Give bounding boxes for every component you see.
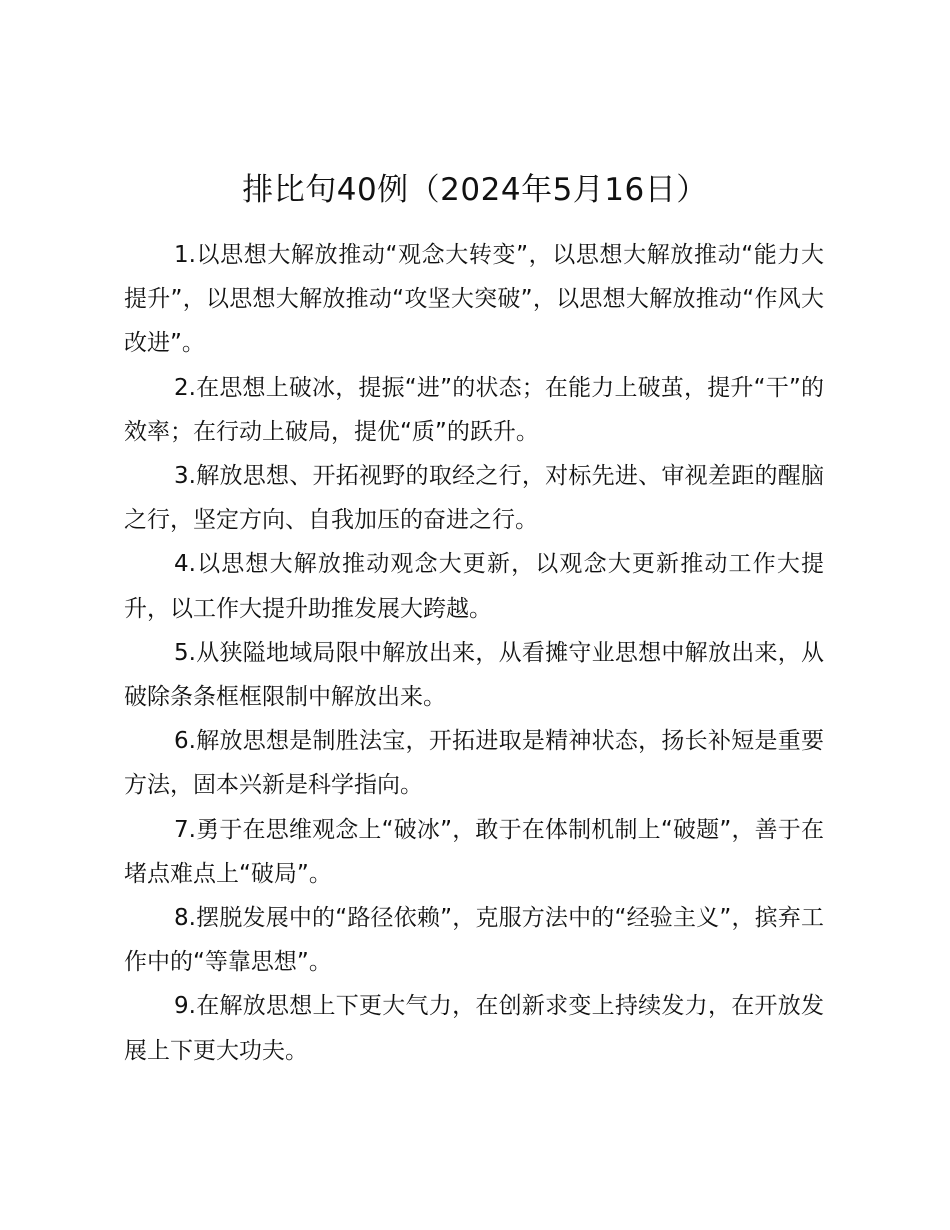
paragraph-1: 1.以思想大解放推动“观念大转变”，以思想大解放推动“能力大提升”，以思想大解放推动“攻坚大突破”，以思想大解放推动“作风大改进”。 [124, 242, 824, 357]
paragraph-5: 5.从狭隘地域局限中解放出来，从看摊守业思想中解放出来，从破除条条框框限制中解放出来。 [124, 639, 824, 711]
document-body [124, 233, 824, 1073]
document-title: 排比句40例（2024年5月16日） [242, 172, 708, 208]
paragraph-6: 6.解放思想是制胜法宝，开拓进取是精神状态，扬长补短是重要方法，固本兴新是科学指向。 [124, 728, 824, 799]
paragraph-8: 8.摆脱发展中的“路径依赖”，克服方法中的“经验主义”，摈弃工作中的“等靠思想”。 [124, 905, 824, 976]
paragraph-4: 4.以思想大解放推动观念大更新，以观念大更新推动工作大提升，以工作大提升助推发展大跨越。 [124, 551, 824, 622]
paragraph-2: 2.在思想上破冰，提振“进”的状态；在能力上破茧，提升“干”的效率；在行动上破局，提优“质”的跃升。 [124, 374, 824, 445]
paragraph-7: 7.勇于在思维观念上“破冰”，敢于在体制机制上“破题”，善于在堵点难点上“破局”。 [124, 816, 824, 887]
paragraph-3: 3.解放思想、开拓视野的取经之行，对标先进、审视差距的醒脑之行，坚定方向、自我加压的奋进之行。 [124, 463, 824, 534]
paragraph-9: 9.在解放思想上下更大气力，在创新求变上持续发力，在开放发展上下更大功夫。 [124, 993, 824, 1064]
